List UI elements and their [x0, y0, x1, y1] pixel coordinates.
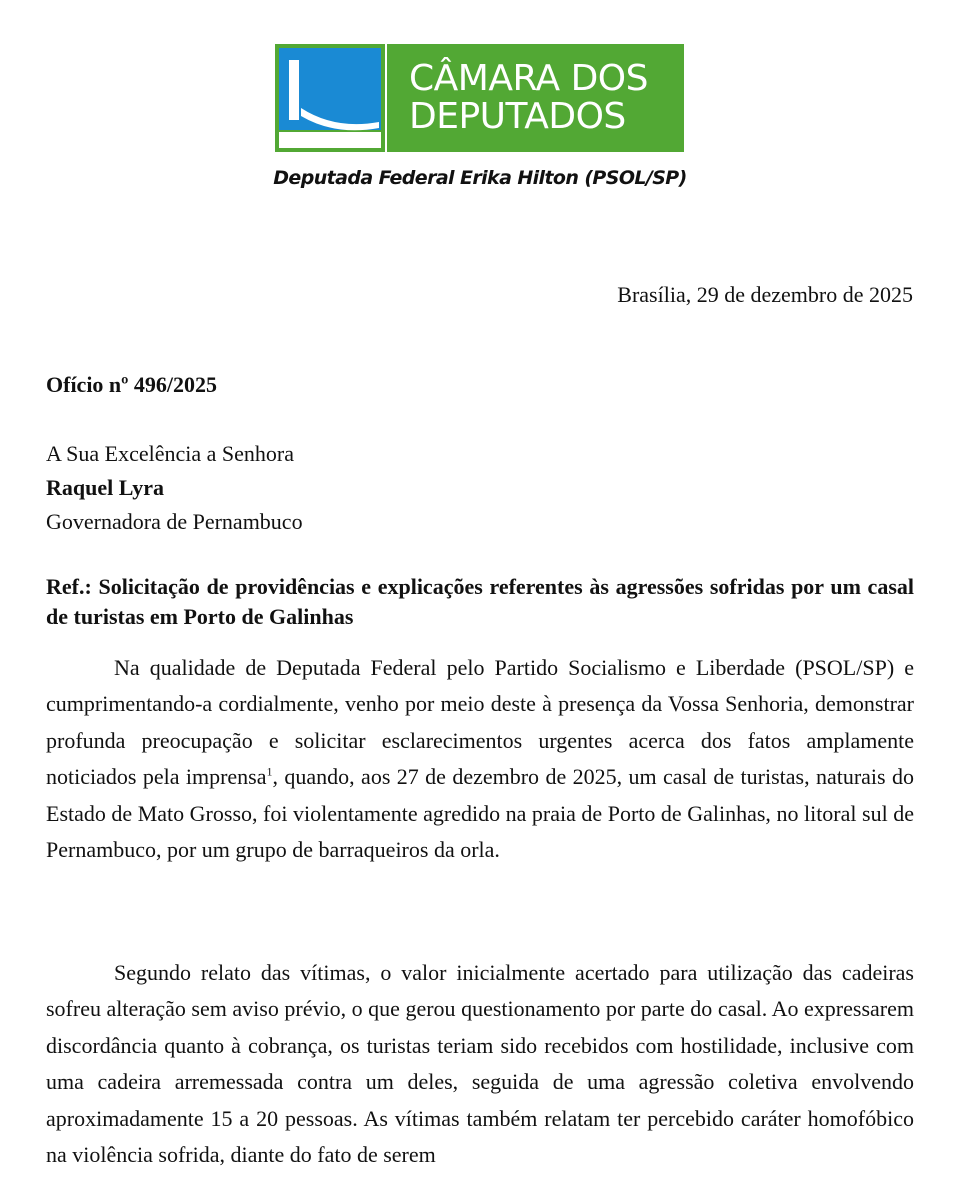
recipient-block	[46, 437, 303, 539]
deputy-name: Deputada Federal Erika Hilton (PSOL/SP)	[273, 167, 687, 189]
logo-line-2: DEPUTADOS	[409, 96, 626, 137]
paragraph-1-text-cont: , quando, aos 27 de dezembro de 2025, um casal de turistas, naturais do Estado de Mato Grosso, foi violentamente agredido na praia de Porto de Galinhas, no litoral sul de Pernambuco, por um grupo de barraqueiros da orla.	[46, 764, 914, 863]
camara-emblem-icon	[275, 44, 385, 152]
camara-wordmark	[387, 44, 684, 152]
camara-logo	[275, 44, 684, 152]
paragraph-1	[46, 650, 914, 868]
recipient-title: Governadora de Pernambuco	[46, 509, 303, 534]
paragraph-2: Segundo relato das vítimas, o valor inicialmente acertado para utilização das cadeiras sofreu alteração sem aviso prévio, o que gerou questionamento por parte do casal. Ao expressarem discordância quanto à cobrança, os turistas teriam sido recebidos com hostilidade, inclusive com uma cadeira arremessada contra um deles, seguida de uma agressão coletiva envolvendo aproximadamente 15 a 20 pessoas. As vítimas também relatam ter percebido caráter homofóbico na violência sofrida, diante do fato de serem	[46, 960, 914, 1168]
recipient-salutation: A Sua Excelência a Senhora	[46, 441, 295, 466]
recipient-name: Raquel Lyra	[46, 475, 164, 500]
footnote-marker[interactable]: 1	[266, 764, 273, 779]
logo-line-1: CÂMARA DOS	[409, 58, 648, 99]
oficio-number: Ofício nº 496/2025	[46, 372, 218, 397]
letter-date: Brasília, 29 de dezembro de 2025	[617, 282, 913, 307]
paragraph-1-text: Na qualidade de Deputada Federal pelo Partido Socialismo e Liberdade (PSOL/SP) e cumprimentando-a cordialmente, venho por meio deste à presença da Vossa Senhoria, demonstrar profunda preocupação e solicitar esclarecimentos urgentes acerca dos fatos amplamente noticiados pela imprensa	[46, 655, 914, 790]
reference-line: Ref.: Solicitação de providências e explicações referentes às agressões sofridas por um casal de turistas em Porto de Galinhas	[46, 574, 914, 629]
